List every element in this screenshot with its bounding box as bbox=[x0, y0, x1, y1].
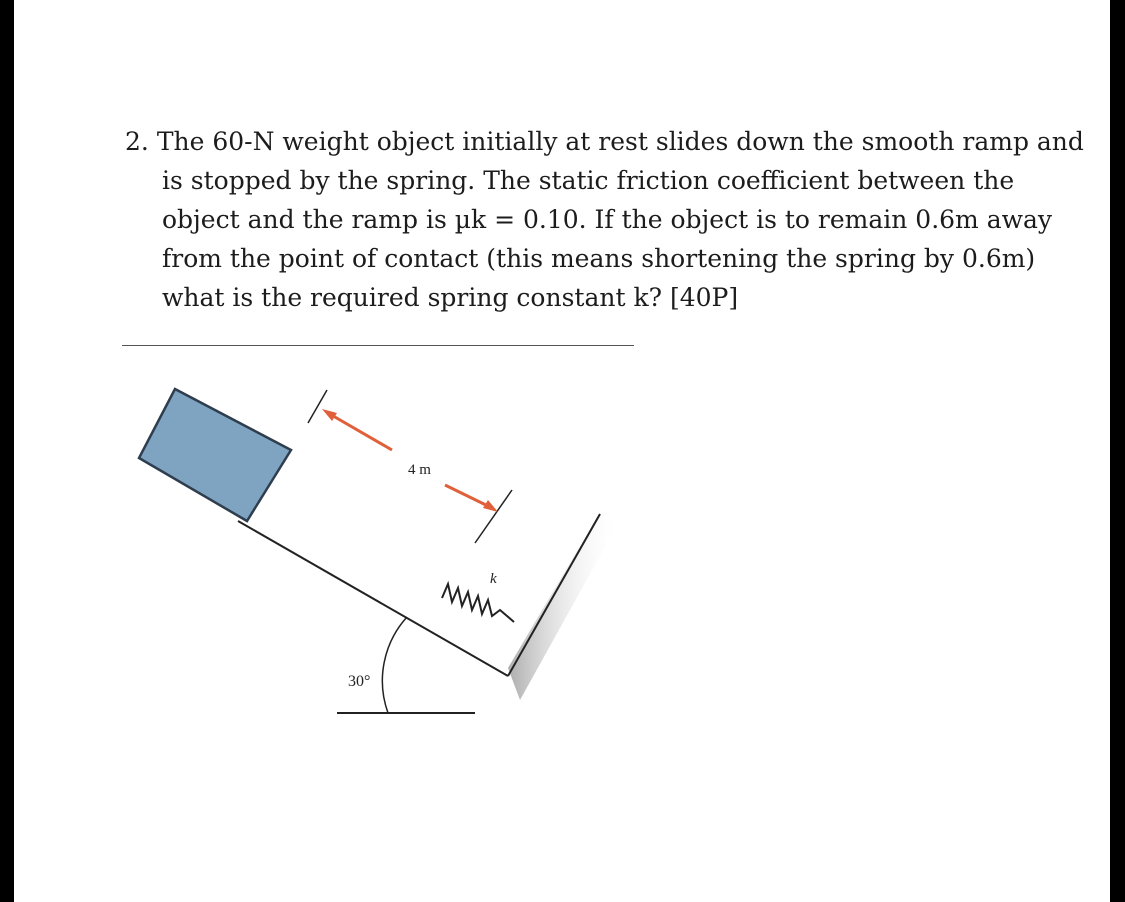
sliding-block bbox=[139, 389, 291, 521]
dimension-arrow-right bbox=[445, 485, 490, 507]
distance-label: 4 m bbox=[408, 462, 431, 478]
spring-constant-label: k bbox=[490, 571, 497, 587]
problem-number: 2. bbox=[125, 127, 149, 156]
problem-text-line-5: what is the required spring constant k? [40P] bbox=[162, 283, 739, 312]
ramp-surface bbox=[238, 521, 508, 676]
problem-text-line-1: The 60-N weight object initially at rest slides down the smooth ramp and bbox=[156, 127, 1084, 156]
ramp-diagram bbox=[14, 0, 1110, 902]
problem-text-line-2: is stopped by the spring. The static friction coefficient between the bbox=[162, 166, 1015, 195]
arrowhead-right bbox=[483, 500, 498, 512]
angle-arc bbox=[382, 617, 407, 713]
spring bbox=[442, 584, 514, 622]
stopping-wall bbox=[508, 514, 600, 676]
angle-label: 30° bbox=[348, 673, 371, 690]
arrowhead-left bbox=[322, 409, 337, 421]
problem-text-line-4: from the point of contact (this means shortening the spring by 0.6m) bbox=[162, 244, 1036, 273]
dimension-tick-right bbox=[475, 490, 512, 543]
dimension-arrow-left bbox=[328, 413, 392, 450]
dimension-tick-left bbox=[308, 390, 327, 423]
wall-shading bbox=[508, 512, 620, 700]
problem-text-line-3: object and the ramp is µk = 0.10. If the object is to remain 0.6m away bbox=[162, 205, 1053, 234]
document-page bbox=[14, 0, 1110, 902]
